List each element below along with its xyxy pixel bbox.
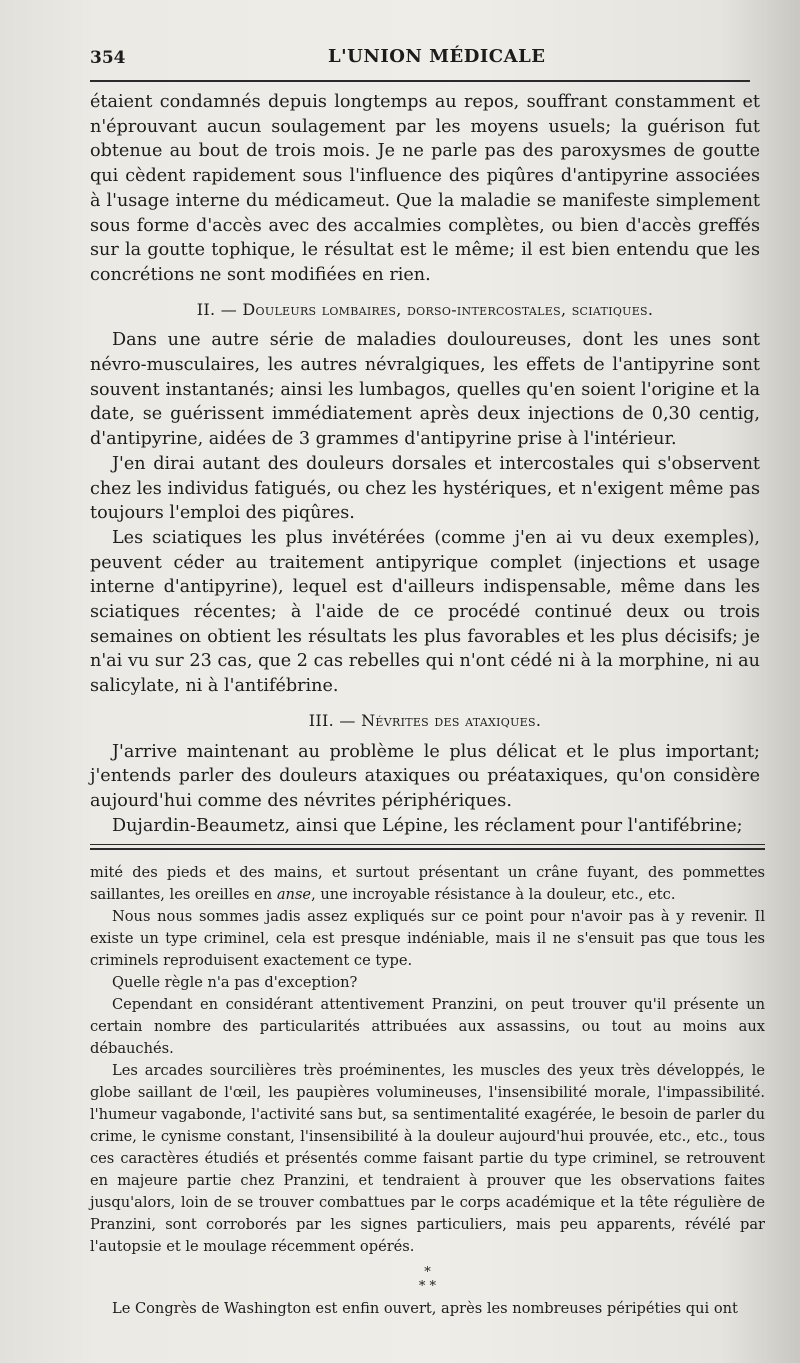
header-rule bbox=[90, 80, 750, 82]
section-title: Névrites des ataxiques. bbox=[361, 710, 542, 730]
asterism-top: * bbox=[424, 1265, 431, 1280]
paragraph: J'arrive maintenant au problème le plus délicat et le plus important; j'entends parler des douleurs ataxiques ou préataxiques, qu'on considère aujourd'hui comme des névrites périphériques. bbox=[90, 741, 760, 811]
asterism bbox=[90, 1266, 765, 1294]
section-number: II. — bbox=[196, 299, 238, 319]
page-number: 354 bbox=[90, 48, 126, 68]
asterism-bottom: * * bbox=[418, 1279, 437, 1294]
footnote-paragraph: Les arcades sourcilières très proéminentes, les muscles des yeux très développés, le globe saillant de l'œil, les paupières volumineuses, l'insensibilité morale, l'impassibilité. l'humeur vagabonde, l'activité sans but, sa sentimentalité exagérée, le besoin de parler du crime, le cynisme constant, l'insensibilité à la douleur aujourd'hui prouvée, etc., etc., tous ces caractères étudiés et présentés comme faisant partie du type criminel, se retrouvent en majeure partie chez Pranzini, et tendraient à prouver que les observations faites jusqu'alors, loin de se trouver combattues par le corps académique et la tête régulière de Pranzini, sont corroborés par les signes particuliers, mais peu apparents, révélé par l'autopsie et le moulage récemment opérés. bbox=[90, 1062, 765, 1255]
paragraph: Dans une autre série de maladies douloureuses, dont les unes sont névro-musculaires, les autres névralgiques, les effets de l'antipyrine sont souvent instantanés; ainsi les lumbagos, quelles qu'en soient l'origine et la date, se guérissent immédiatement après deux injections de 0,30 centig, d'antipyrine, aidées de 3 grammes d'antipyrine prise à l'intérieur. bbox=[90, 330, 760, 450]
paragraph: étaient condamnés depuis longtemps au repos, souffrant constamment et n'éprouvant aucun soulagement par les moyens usuels; la guérison fut obtenue au bout de trois mois. Je ne parle pas des paroxysmes de goutte qui cèdent rapidement sous l'influence des piqûres d'antipyrine associées à l'usage interne du médicameut. Que la maladie se manifeste simplement sous forme d'accès avec des accalmies complètes, ou bien d'accès greffés sur la goutte tophique, le résultat est le même; il est bien entendu que les concrétions ne sont modifiées en rien. bbox=[90, 92, 760, 285]
page-header bbox=[90, 44, 755, 74]
running-title: L'UNION MÉDICALE bbox=[328, 46, 546, 67]
paragraph: Les sciatiques les plus invétérées (comme j'en ai vu deux exemples), peuvent céder au traitement antipyrique complet (injections et usage interne d'antipyrine), lequel est d'ailleurs indispensable, même dans les sciatiques récentes; à l'aide de ce procédé continué deux ou trois semaines on obtient les résultats les plus favorables et les plus décisifs; je n'ai vu sur 23 cas, que 2 cas rebelles qui n'ont cédé ni à la morphine, ni au salicylate, ni à l'antifébrine. bbox=[90, 527, 760, 697]
section-title: Douleurs lombaires, dorso-intercostales, sciatiques. bbox=[242, 299, 654, 319]
section-heading-2 bbox=[90, 298, 760, 323]
paragraph: J'en dirai autant des douleurs dorsales et intercostales qui s'observent chez les individus fatigués, ou chez les hystériques, et n'exigent même pas toujours l'emploi des piqûres. bbox=[90, 453, 760, 524]
footnote-paragraph: Cependant en considérant attentivement Pranzini, on peut trouver qu'il présente un certain nombre des particularités attribuées aux assassins, ou tout au moins aux débauchés. bbox=[90, 996, 765, 1057]
closing-line: Le Congrès de Washington est enfin ouvert, après les nombreuses péripéties qui ont bbox=[112, 1300, 738, 1317]
footnote-paragraph: Nous nous sommes jadis assez expliqués sur ce point pour n'avoir pas à y revenir. Il existe un type criminel, cela est presque indéniable, mais il ne s'ensuit pas que tous les criminels reproduisent exactement ce type. bbox=[90, 908, 765, 969]
paragraph: Dujardin-Beaumetz, ainsi que Lépine, les réclament pour l'antifébrine; bbox=[112, 815, 743, 836]
footnotes bbox=[90, 862, 765, 1320]
footnote-rule bbox=[90, 844, 765, 850]
footnote-text: , une incroyable résistance à la douleur, etc., etc. bbox=[311, 886, 676, 903]
footnote-paragraph: Quelle règle n'a pas d'exception? bbox=[112, 974, 358, 991]
footnote-text: mité des pieds et des mains, et surtout présentant un crâne fuyant, des pommettes saillantes, les oreilles en bbox=[90, 864, 765, 903]
section-number: III. — bbox=[308, 710, 356, 730]
footnote-paragraph bbox=[90, 862, 765, 906]
section-heading-3 bbox=[90, 709, 760, 734]
footnote-emphasis: anse bbox=[276, 886, 312, 903]
main-text bbox=[90, 90, 760, 838]
